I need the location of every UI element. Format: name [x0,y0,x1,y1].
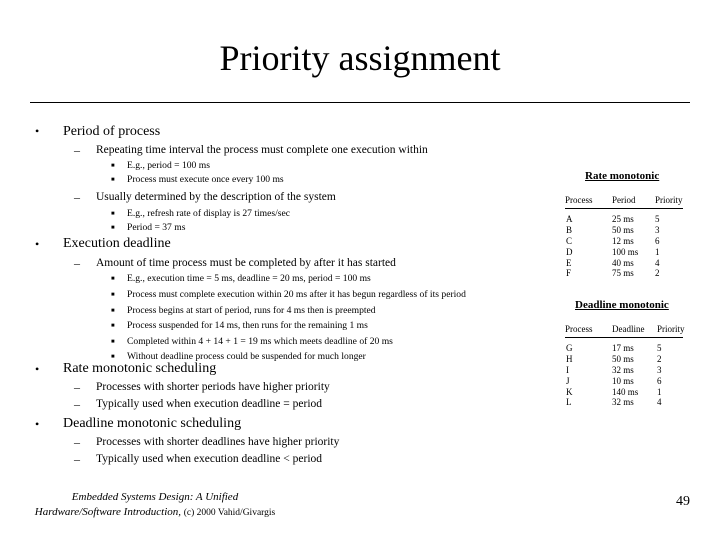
sub-deadline-definition: Amount of time process must be completed by after it has started [96,257,396,269]
table-cell: 5 [655,214,660,224]
table-cell: L [566,397,572,408]
table-cell: 40 ms [612,257,634,268]
section-deadline-monotonic: Deadline monotonic scheduling [63,416,242,431]
rate-monotonic-title: Rate monotonic [585,170,660,182]
item-period-37: Period = 37 ms [127,222,186,233]
table-cell: 50 ms [612,224,634,235]
bullet-1: • [35,124,40,138]
table-cell: 10 ms [612,375,634,386]
item-completed-19ms: Completed within 4 + 14 + 1 = 19 ms which meets deadline of 20 ms [127,336,393,347]
square-bullet: ■ [111,163,115,169]
square-bullet: ■ [111,211,115,217]
footer-copyright: (c) 2000 Vahid/Givargis [183,508,276,518]
deadline-monotonic-title: Deadline monotonic [575,299,669,311]
dm-priority-column [657,343,662,408]
dash-bullet: – [74,397,80,411]
item-complete-within: Process must complete execution within 20 ms after it has begun regardless of its period [127,289,466,300]
section-execution-deadline: Execution deadline [63,236,171,251]
item-deadline-example: E.g., execution time = 5 ms, deadline = 20 ms, period = 100 ms [127,273,371,284]
table-cell: D [566,246,573,257]
sub-period-definition: Repeating time interval the process must complete one execution within [96,144,428,156]
rm-header-priority: Priority [655,195,683,205]
table-cell: 6 [655,235,660,246]
sub-deadline-equals-period: Typically used when execution deadline = period [96,398,323,410]
dash-bullet: – [74,143,80,157]
rm-header-period: Period [612,195,636,205]
table-cell: 17 ms [612,343,634,353]
table-cell: 25 ms [612,214,634,224]
dm-header-process: Process [565,324,593,334]
table-cell: 32 ms [612,397,634,408]
slide-title: Priority assignment [219,38,501,78]
dm-header-rule [565,337,683,338]
table-cell: 1 [657,386,662,397]
square-bullet: ■ [111,354,115,360]
table-cell: B [566,224,573,235]
table-cell: I [566,364,569,375]
rm-header-process: Process [565,195,593,205]
table-cell: 75 ms [612,268,634,279]
bullet-3: • [35,362,40,376]
table-cell: F [566,268,572,279]
square-bullet: ■ [111,292,115,298]
item-suspended: Process suspended for 14 ms, then runs for the remaining 1 ms [127,320,368,331]
table-cell: 3 [657,364,662,375]
footer-citation [0,490,310,521]
dm-header-deadline: Deadline [612,324,645,334]
table-cell: 6 [657,375,662,386]
item-without-deadline: Without deadline process could be suspended for much longer [127,351,366,362]
table-cell: E [566,257,572,268]
bullet-2: • [35,237,40,251]
table-cell: 5 [657,343,662,353]
dm-header-priority: Priority [657,324,685,334]
table-cell: 50 ms [612,353,634,364]
sub-shorter-deadlines: Processes with shorter deadlines have higher priority [96,436,340,448]
title-divider [30,102,690,103]
item-preempted: Process begins at start of period, runs for 4 ms then is preempted [127,305,376,316]
table-cell: 140 ms [612,386,639,397]
item-period-once: Process must execute once every 100 ms [127,174,284,185]
table-cell: 4 [655,257,660,268]
rm-priority-column [655,214,660,279]
square-bullet: ■ [111,339,115,345]
table-cell: 100 ms [612,246,639,257]
dash-bullet: – [74,190,80,204]
rm-header-rule [565,208,683,209]
square-bullet: ■ [111,276,115,282]
table-cell: 2 [657,353,662,364]
table-cell: A [566,214,573,224]
section-rate-monotonic: Rate monotonic scheduling [63,361,217,376]
dash-bullet: – [74,435,80,449]
sub-shorter-periods: Processes with shorter periods have higher priority [96,381,330,393]
dash-bullet: – [74,452,80,466]
item-refresh-rate: E.g., refresh rate of display is 27 times/sec [127,208,291,219]
rm-period-column [612,214,638,279]
table-cell: 3 [655,224,660,235]
table-cell: 12 ms [612,235,634,246]
dm-process-column [566,343,573,408]
sub-system-description: Usually determined by the description of the system [96,191,336,203]
table-cell: 4 [657,397,662,408]
rm-process-column [566,214,573,279]
square-bullet: ■ [111,225,115,231]
item-period-example: E.g., period = 100 ms [127,160,210,171]
dash-bullet: – [74,256,80,270]
table-cell: 32 ms [612,364,634,375]
table-cell: J [566,375,570,386]
sub-deadline-less-period: Typically used when execution deadline < period [96,453,323,465]
page-number: 49 [676,494,690,509]
bullet-4: • [35,417,40,431]
square-bullet: ■ [111,308,115,314]
table-cell: K [566,386,573,397]
table-cell: H [566,353,573,364]
table-cell: C [566,235,573,246]
footer-book-subtitle: Hardware/Software Introduction, [34,506,182,518]
dash-bullet: – [74,380,80,394]
footer-book-title: Embedded Systems Design: A Unified [71,491,239,503]
square-bullet: ■ [111,323,115,329]
table-cell: 2 [655,268,660,279]
square-bullet: ■ [111,177,115,183]
dm-deadline-column [612,343,638,408]
table-cell: 1 [655,246,660,257]
table-cell: G [566,343,573,353]
section-period-of-process: Period of process [63,124,161,139]
